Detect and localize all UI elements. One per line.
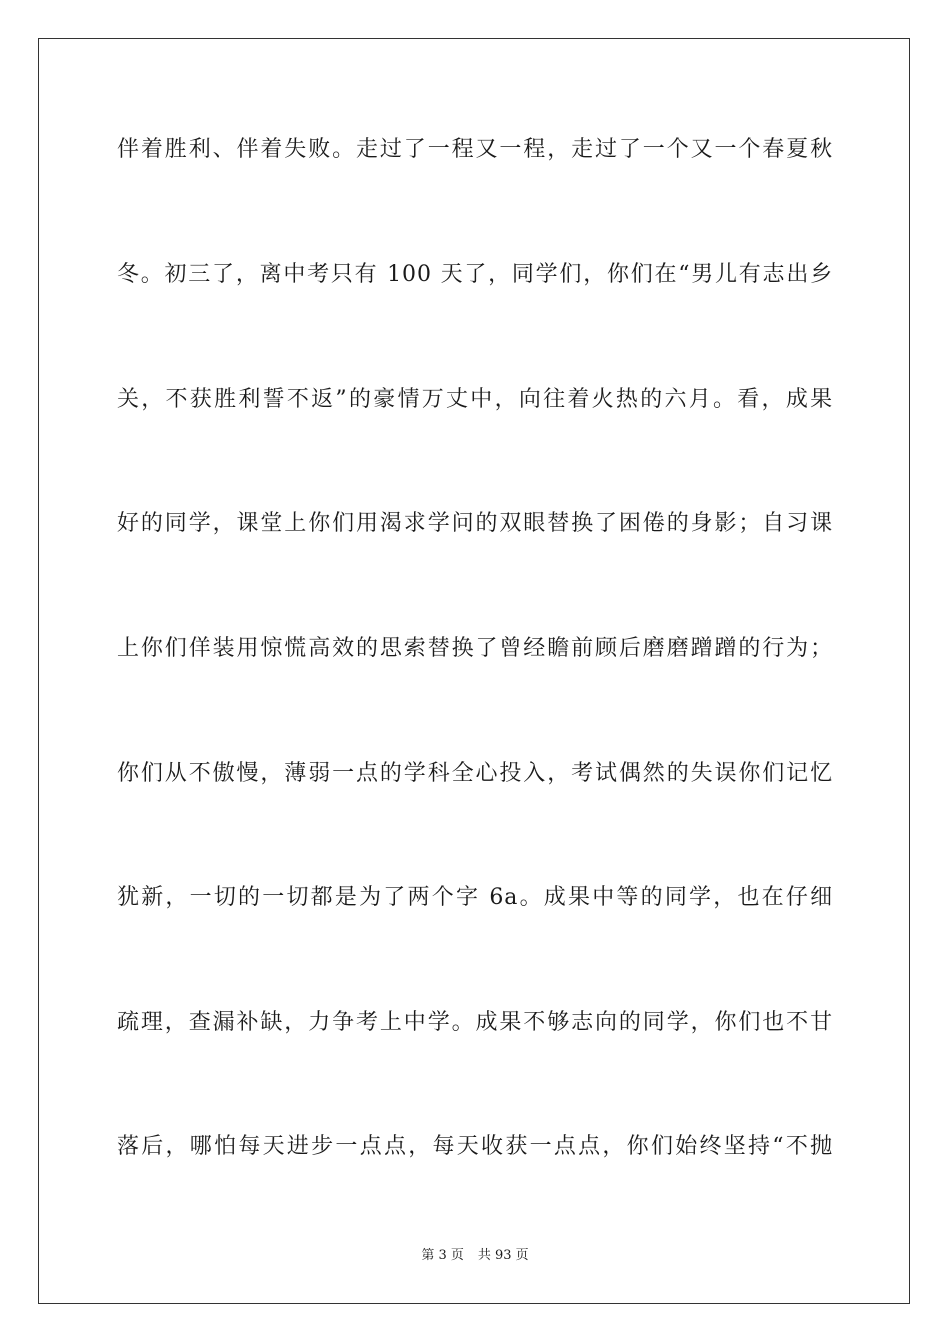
text-line-1: 伴着胜利、伴着失败。走过了一程又一程，走过了一个又一个春夏秋 bbox=[117, 137, 833, 162]
text-line-8: 疏理，查漏补缺，力争考上中学。成果不够志向的同学，你们也不甘 bbox=[117, 1010, 833, 1035]
text-line-3: 关，不获胜利誓不返”的豪情万丈中，向往着火热的六月。看，成果 bbox=[117, 387, 833, 412]
current-page-number: 第 3 页 bbox=[421, 1248, 464, 1263]
page-footer bbox=[0, 1246, 950, 1266]
text-line-4: 好的同学，课堂上你们用渴求学问的双眼替换了困倦的身影；自习课 bbox=[117, 511, 833, 536]
page-border bbox=[38, 38, 910, 1304]
text-line-5: 上你们佯装用惊慌高效的思索替换了曾经瞻前顾后磨磨蹭蹭的行为； bbox=[117, 636, 833, 661]
total-page-count: 共 93 页 bbox=[477, 1248, 529, 1263]
text-line-2: 冬。初三了，离中考只有 100 天了，同学们，你们在“男儿有志出乡 bbox=[117, 262, 833, 287]
text-line-7: 犹新，一切的一切都是为了两个字 6a。成果中等的同学，也在仔细 bbox=[117, 885, 833, 910]
text-line-6: 你们从不傲慢，薄弱一点的学科全心投入，考试偶然的失误你们记忆 bbox=[117, 761, 833, 786]
text-line-9: 落后，哪怕每天进步一点点，每天收获一点点，你们始终坚持“不抛 bbox=[117, 1134, 833, 1159]
